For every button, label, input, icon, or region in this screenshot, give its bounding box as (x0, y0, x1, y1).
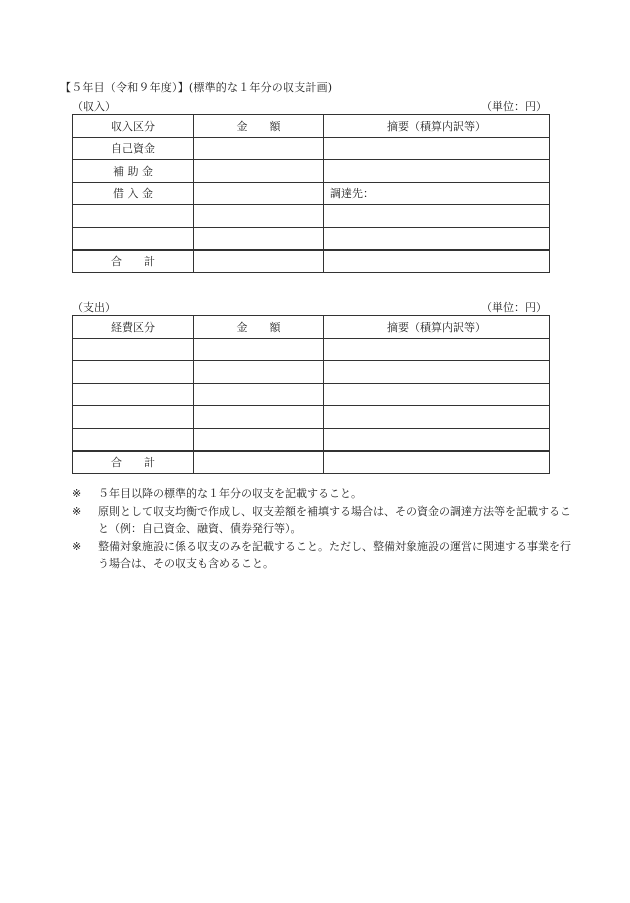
income-total-label: 合 計 (73, 250, 194, 273)
table-row (73, 182, 550, 205)
note-mark: ※ (72, 487, 82, 500)
income-amount-cell[interactable] (194, 205, 324, 228)
expense-category-cell[interactable] (73, 428, 194, 451)
notes (72, 485, 572, 573)
income-header-category: 収入区分 (73, 115, 194, 138)
expense-amount-cell[interactable] (194, 338, 324, 361)
expense-summary-cell[interactable] (324, 361, 550, 384)
table-row (73, 406, 550, 429)
income-category-cell: 補 助 金 (73, 160, 194, 183)
expense-amount-cell[interactable] (194, 361, 324, 384)
expense-table (72, 315, 550, 474)
income-amount-cell[interactable] (194, 227, 324, 250)
expense-header-amount: 金 額 (194, 316, 324, 339)
table-row (73, 428, 550, 451)
income-summary-cell[interactable] (324, 227, 550, 250)
note-text: ５年目以降の標準的な１年分の収支を記載すること。 (98, 487, 362, 500)
income-summary-cell[interactable] (324, 160, 550, 183)
expense-amount-cell[interactable] (194, 383, 324, 406)
income-summary-cell[interactable] (324, 137, 550, 160)
table-row (73, 383, 550, 406)
note-text: 原則として収支均衡で作成し、収支差額を補填する場合は、その資金の調達方法等を記載すること（例：自己資金、融資、債券発行等）。 (98, 504, 571, 535)
expense-summary-cell[interactable] (324, 428, 550, 451)
income-total-amount-cell[interactable] (194, 250, 324, 273)
expense-total-row (73, 451, 550, 474)
expense-category-cell[interactable] (73, 361, 194, 384)
expense-summary-cell[interactable] (324, 383, 550, 406)
income-header-row (73, 115, 550, 138)
expense-total-summary-cell[interactable] (324, 451, 550, 474)
income-unit-label: （単位：円） (481, 100, 547, 113)
income-category-cell[interactable] (73, 205, 194, 228)
income-summary-cell[interactable]: 調達先： (324, 182, 550, 205)
income-table (72, 114, 550, 273)
income-amount-cell[interactable] (194, 182, 324, 205)
income-category-cell: 借 入 金 (73, 182, 194, 205)
table-row (73, 227, 550, 250)
note-text: 整備対象施設に係る収支のみを記載すること。ただし、整備対象施設の運営に関連する事業を行う場合は、その収支も含めること。 (98, 539, 571, 570)
expense-summary-cell[interactable] (324, 338, 550, 361)
table-row (73, 338, 550, 361)
income-section-label: （収入） (72, 100, 116, 113)
table-row (73, 205, 550, 228)
page-heading: 【５年目（令和９年度）】(標準的な１年分の収支計画) (60, 81, 333, 94)
expense-total-label: 合 計 (73, 451, 194, 474)
expense-amount-cell[interactable] (194, 406, 324, 429)
expense-category-cell[interactable] (73, 338, 194, 361)
expense-header-row (73, 316, 550, 339)
expense-section-label: （支出） (72, 301, 116, 314)
note-item (72, 538, 572, 573)
expense-unit-label: （単位：円） (481, 301, 547, 314)
expense-category-cell[interactable] (73, 406, 194, 429)
note-mark: ※ (72, 504, 82, 518)
income-header-amount: 金 額 (194, 115, 324, 138)
income-header-summary: 摘要（積算内訳等） (324, 115, 550, 138)
expense-header-category: 経費区分 (73, 316, 194, 339)
note-mark: ※ (72, 539, 82, 553)
income-total-summary-cell[interactable] (324, 250, 550, 273)
expense-category-cell[interactable] (73, 383, 194, 406)
table-row (73, 137, 550, 160)
income-total-row (73, 250, 550, 273)
table-row (73, 160, 550, 183)
expense-summary-cell[interactable] (324, 406, 550, 429)
note-item (72, 503, 572, 538)
income-category-cell: 自己資金 (73, 137, 194, 160)
expense-amount-cell[interactable] (194, 428, 324, 451)
income-amount-cell[interactable] (194, 137, 324, 160)
income-category-cell[interactable] (73, 227, 194, 250)
expense-header-summary: 摘要（積算内訳等） (324, 316, 550, 339)
note-item (72, 485, 572, 503)
income-amount-cell[interactable] (194, 160, 324, 183)
income-summary-cell[interactable] (324, 205, 550, 228)
table-row (73, 361, 550, 384)
expense-total-amount-cell[interactable] (194, 451, 324, 474)
